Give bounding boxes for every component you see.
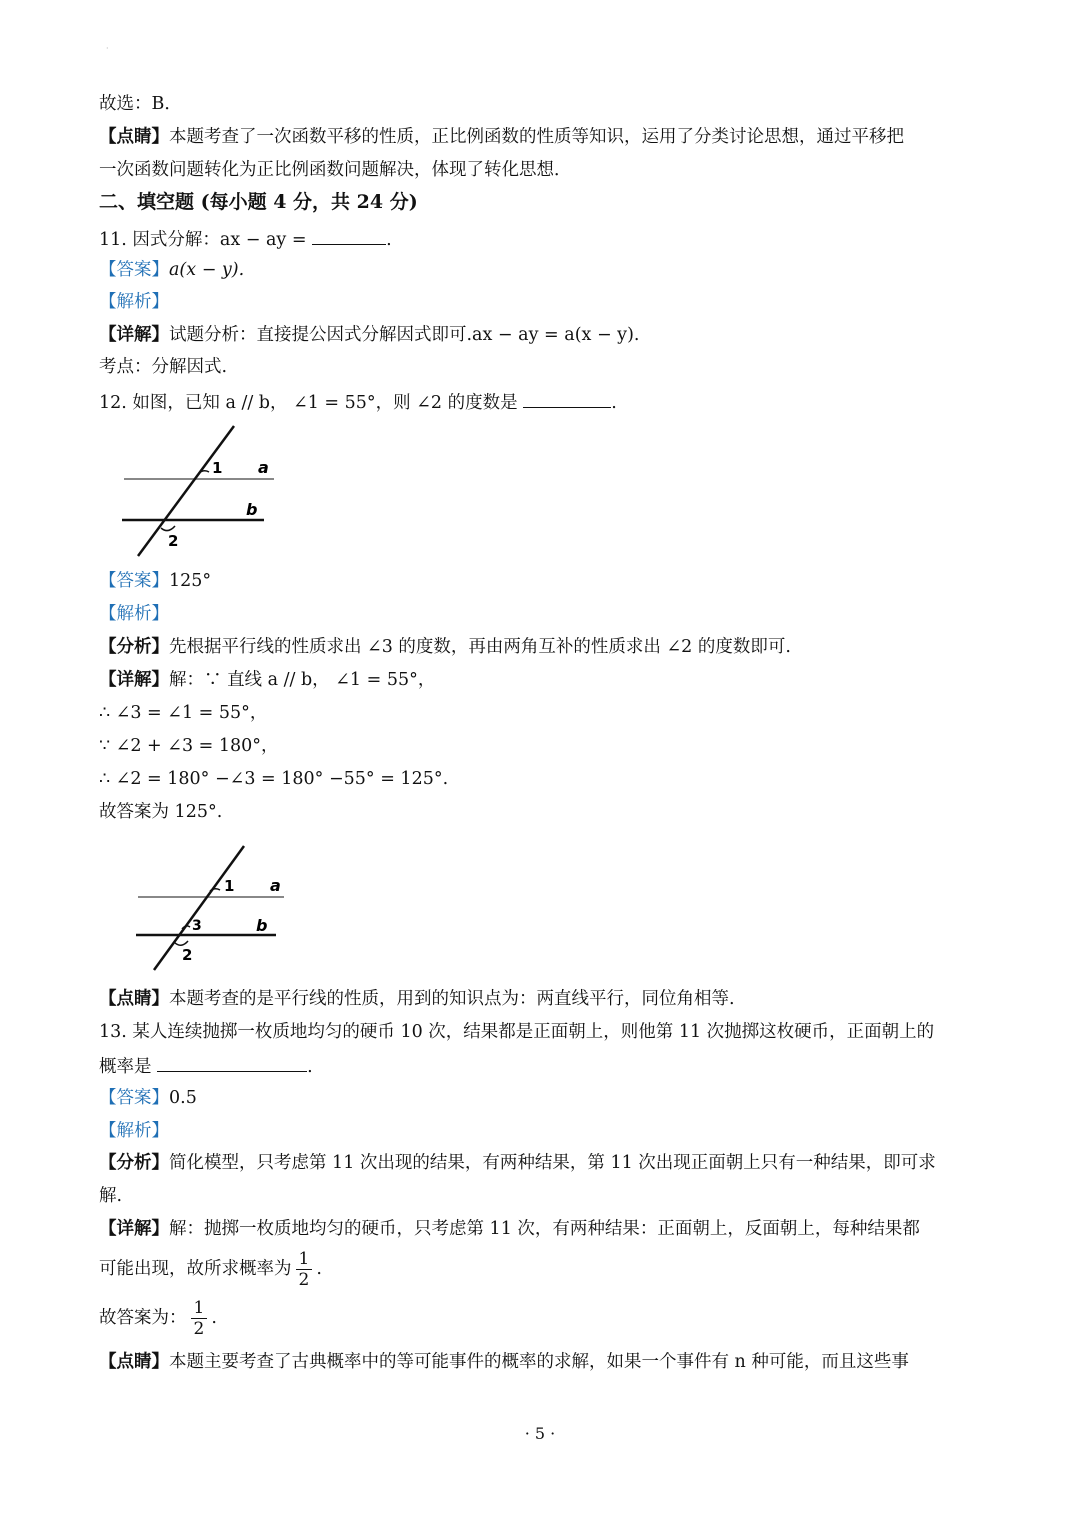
transversal [138,426,234,556]
q13-detail-cont [99,1246,989,1292]
q12-step-3: ∴ ∠2 = 180° −∠3 = 180° −55° = 125°. [99,769,449,789]
q13-answer [99,1086,989,1110]
q13-detail [99,1217,989,1241]
label-2: 2 [182,946,193,964]
detail-text: 解：抛掷一枚质地均匀的硬币，只考虑第 11 次，有两种结果：正面朝上，反面朝上，每种结果都 [169,1219,920,1239]
q12-step-1: ∴ ∠3 = ∠1 = 55°， [99,703,268,723]
line-dianjing-10-cont: 一次函数问题转化为正比例函数问题解决，体现了转化思想． [99,160,572,180]
answer-blank [523,389,611,408]
q12-analysis [99,635,989,659]
line-dianjing-10 [99,125,989,149]
q12-text: 12. 如图，已知 a // b， ∠1 = 55°，则 ∠2 的度数是 [99,393,518,413]
transversal [154,846,244,970]
q11-answer [99,258,989,282]
q12-final: 故答案为 125°. [99,802,223,822]
q11-text: 11. 因式分解：ax − ay = [99,230,307,250]
corner-dot: · [106,44,109,53]
label-1: 1 [212,459,223,477]
section-title: 二、填空题 (每小题 4 分，共 24 分) [99,191,418,213]
q12-jiexi: 【解析】 [99,604,169,624]
label-2: 2 [168,532,179,550]
tag-detail: 【详解】 [99,670,169,690]
fraction-denominator: 2 [298,1270,310,1290]
answer-blank [312,226,386,245]
fraction-one-half [296,1249,313,1290]
q12-end: . [611,393,617,413]
q13-detail-end: . [316,1259,322,1279]
tag-answer: 【答案】 [99,1088,169,1108]
q12-dianjing [99,987,989,1011]
final-text: 故答案为： [99,1308,187,1328]
q11-end: . [386,230,392,250]
analysis-text: 先根据平行线的性质求出 ∠3 的度数，再由两角互补的性质求出 ∠2 的度数即可. [169,637,791,657]
tag-detail: 【详解】 [99,325,169,345]
q13-final-end: . [211,1308,217,1328]
dianjing-text: 本题考查的是平行线的性质，用到的知识点为：两直线平行，同位角相等. [169,989,735,1009]
tag-dianjing: 【点睛】 [99,989,169,1009]
question-11 [99,226,989,252]
detail-text: 可能出现，故所求概率为 [99,1259,292,1279]
tag-analysis: 【分析】 [99,637,169,657]
tag-analysis: 【分析】 [99,1153,169,1173]
angle-2-arc [161,526,175,531]
dianjing-text: 本题主要考查了古典概率中的等可能事件的概率的求解，如果一个事件有 n 种可能，而且这些事 [169,1352,909,1372]
q12-answer [99,569,989,593]
q11-detail [99,323,989,347]
fraction-numerator: 1 [191,1298,208,1319]
q12-step-2: ∵ ∠2 + ∠3 = 180°， [99,736,279,756]
question-13-cont [99,1053,989,1079]
q13-jiexi: 【解析】 [99,1121,169,1141]
parallel-lines-figure-2 [132,842,302,977]
tag-detail: 【详解】 [99,1219,169,1239]
tag-answer: 【答案】 [99,260,169,280]
q11-kaodian: 考点：分解因式. [99,357,228,377]
tag-answer: 【答案】 [99,571,169,591]
fraction-one-half [191,1298,208,1339]
page-number: · 5 · [524,1424,556,1443]
q13-analysis-cont: 解. [99,1186,123,1206]
q11-jiexi: 【解析】 [99,292,169,312]
q13-text: 概率是 [99,1057,152,1077]
analysis-text: 简化模型，只考虑第 11 次出现的结果，有两种结果，第 11 次出现正面朝上只有一种结果，即可求 [169,1153,936,1173]
q13-analysis [99,1151,989,1175]
label-a: a [270,876,281,895]
q13-final [99,1295,989,1341]
fraction-denominator: 2 [193,1319,205,1339]
label-b: b [256,916,268,935]
fraction-numerator: 1 [296,1249,313,1270]
dianjing-text: 本题考查了一次函数平移的性质，正比例函数的性质等知识，运用了分类讨论思想，通过平移把 [169,127,904,147]
answer-value: 0.5 [169,1088,197,1108]
label-1: 1 [224,877,235,895]
q13-dianjing [99,1350,989,1374]
answer-blank [157,1053,307,1072]
line-choice: 故选：B． [99,94,182,114]
tag-dianjing: 【点睛】 [99,127,169,147]
q12-detail [99,668,989,692]
q13-end: . [307,1057,313,1077]
detail-text: 解：∵ 直线 a // b， ∠1 = 55°， [169,670,436,690]
question-12 [99,389,989,415]
answer-value: 125° [169,571,212,591]
question-13: 13. 某人连续抛掷一枚质地均匀的硬币 10 次，结果都是正面朝上，则他第 11 次抛掷这枚硬币，正面朝上的 [99,1022,935,1042]
detail-text: 试题分析：直接提公因式分解因式即可.ax − ay = a(x − y). [169,325,640,345]
answer-value: a(x − y). [169,260,245,280]
label-a: a [258,458,269,477]
parallel-lines-figure-1 [118,422,288,562]
tag-dianjing: 【点睛】 [99,1352,169,1372]
label-b: b [246,500,258,519]
label-3: 3 [192,918,202,934]
